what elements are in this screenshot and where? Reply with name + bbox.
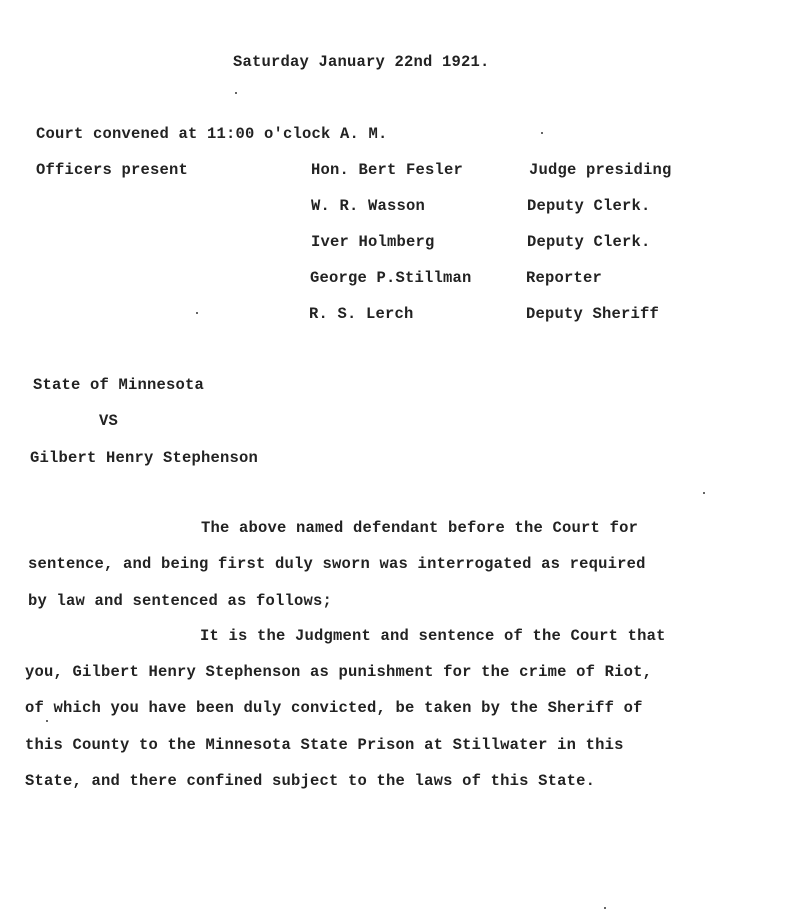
- date-line: Saturday January 22nd 1921.: [233, 53, 490, 71]
- scan-speck: [46, 720, 48, 722]
- scan-speck: [541, 132, 543, 134]
- paragraph-line: It is the Judgment and sentence of the Court that: [200, 627, 666, 645]
- officer-role: Judge presiding: [529, 161, 672, 179]
- paragraph-line: sentence, and being first duly sworn was interrogated as required: [28, 555, 646, 573]
- paragraph-line: The above named defendant before the Court for: [201, 519, 639, 537]
- officer-name: W. R. Wasson: [311, 197, 426, 215]
- defendant: Gilbert Henry Stephenson: [30, 449, 259, 467]
- paragraph-line: State, and there confined subject to the laws of this State.: [25, 772, 596, 790]
- officers-label: Officers present: [36, 161, 189, 179]
- officer-name: R. S. Lerch: [309, 305, 414, 323]
- officer-role: Deputy Clerk.: [527, 197, 651, 215]
- versus: VS: [99, 412, 119, 430]
- officer-name: Hon. Bert Fesler: [311, 161, 464, 179]
- officer-role: Reporter: [526, 269, 603, 287]
- officer-role: Deputy Sheriff: [526, 305, 660, 323]
- paragraph-line: you, Gilbert Henry Stephenson as punishment for the crime of Riot,: [25, 663, 653, 681]
- scan-speck: [235, 92, 237, 94]
- court-convened-line: Court convened at 11:00 o'clock A. M.: [36, 125, 388, 143]
- paragraph-line: by law and sentenced as follows;: [28, 592, 333, 610]
- paragraph-line: this County to the Minnesota State Prison at Stillwater in this: [25, 736, 624, 754]
- officer-name: George P.Stillman: [310, 269, 472, 287]
- scan-speck: [604, 907, 606, 909]
- paragraph-line: of which you have been duly convicted, be taken by the Sheriff of: [25, 699, 643, 717]
- officer-name: Iver Holmberg: [311, 233, 435, 251]
- officer-role: Deputy Clerk.: [527, 233, 651, 251]
- plaintiff: State of Minnesota: [33, 376, 205, 394]
- scan-speck: [196, 312, 198, 314]
- scan-speck: [703, 492, 705, 494]
